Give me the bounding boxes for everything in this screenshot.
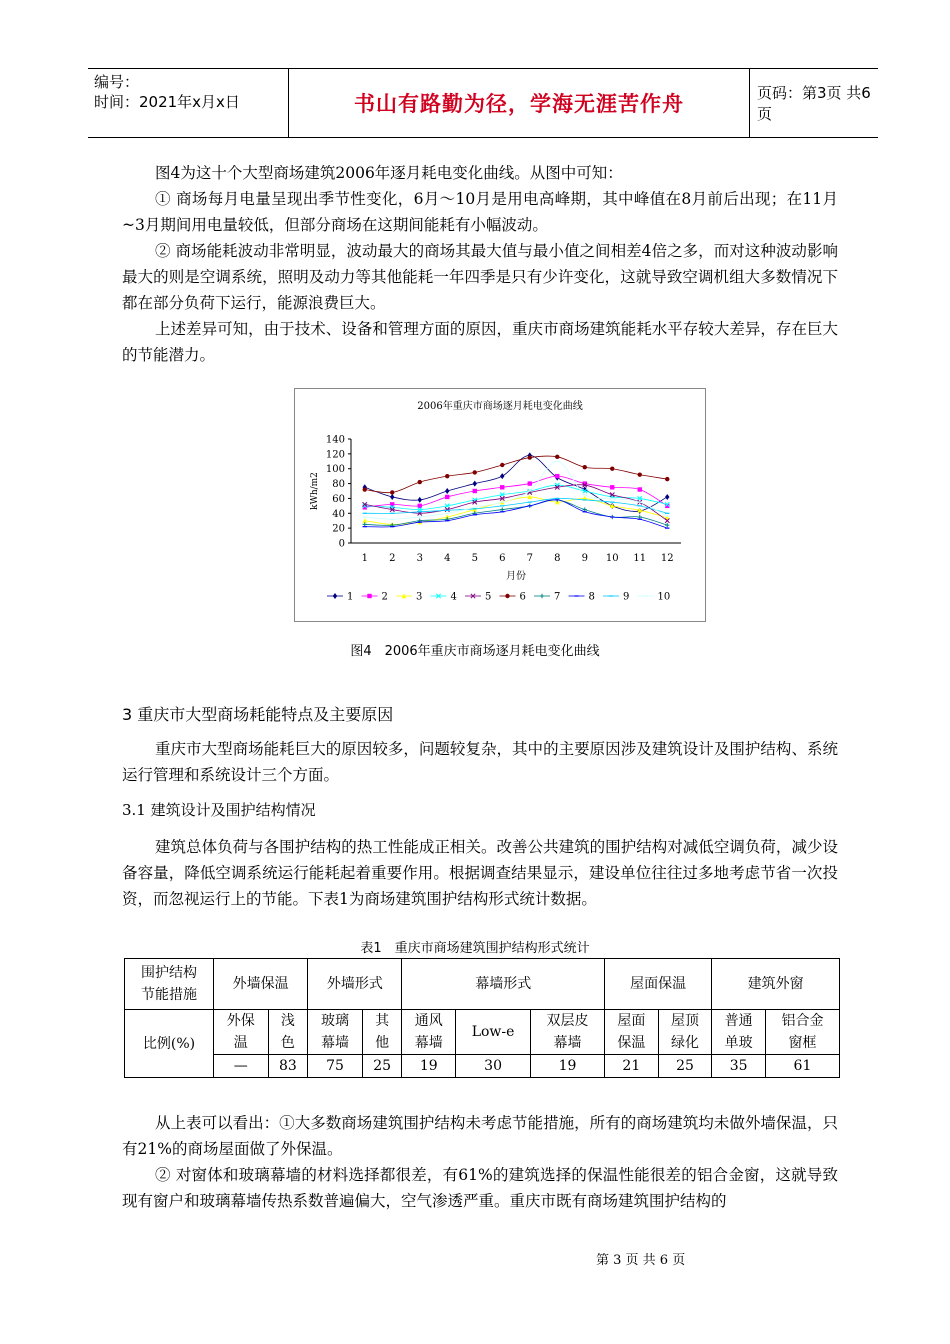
legend-label: 3 [416, 591, 423, 603]
table-corner-cell [125, 959, 214, 1010]
table-row [125, 959, 840, 1010]
data-point [390, 494, 394, 500]
series-line-3 [365, 497, 668, 525]
corner-line: 节能措施 [141, 987, 197, 1003]
intro-text [122, 160, 838, 368]
sub-header: Low-e [456, 1010, 531, 1055]
group-header: 建筑外窗 [712, 959, 840, 1010]
paragraph: 图4为这十个大型商场建筑2006年逐月耗电变化曲线。从图中可知： [155, 164, 623, 182]
footer-page-number: 第 3 页 共 6 页 [596, 1253, 686, 1268]
paragraph: ① 商场每月电量呈现出季节性变化，6月～10月是用电高峰期，其中峰值在8月前后出现；在11月~3月期间用电量较低，但部分商场在这期间能耗有小幅波动。 [122, 190, 838, 234]
table-cell: 75 [308, 1055, 363, 1078]
page-info: 页码：第3页 共6页 [757, 84, 871, 123]
data-point [638, 472, 642, 476]
sub-header: 屋面 保温 [605, 1010, 659, 1055]
line-chart [295, 389, 705, 621]
page-header [88, 68, 878, 138]
legend-label: 1 [347, 591, 354, 603]
figure-caption: 图4 2006年重庆市商场逐月耗电变化曲线 [350, 644, 600, 659]
x-tick-label: 1 [361, 553, 368, 564]
y-tick-label: 140 [325, 434, 345, 446]
x-tick-label: 8 [554, 553, 561, 564]
table-cell: 21 [605, 1055, 659, 1078]
x-tick-label: 4 [444, 553, 451, 564]
legend-label: 4 [450, 591, 457, 603]
table-cell: 35 [712, 1055, 766, 1078]
x-tick-label: 9 [581, 553, 588, 564]
paragraph: 从上表可以看出：①大多数商场建筑围护结构未考虑节能措施，所有的商场建筑均未做外墙保温，只有21%的商场屋面做了外保温。 [122, 1114, 838, 1158]
y-tick-label: 60 [332, 493, 345, 505]
table-row [125, 1010, 840, 1055]
data-point [528, 481, 532, 485]
data-point [555, 455, 559, 459]
sub-header: 其 他 [362, 1010, 402, 1055]
table-cell: 25 [362, 1055, 402, 1078]
paragraph: ② 对窗体和玻璃幕墙的材料选择都很差，有61%的建筑选择的保温性能很差的铝合金窗，这就导致现有窗户和玻璃幕墙传热系数普遍偏大，空气渗透严重。重庆市既有商场建筑围护结构的 [122, 1166, 838, 1210]
legend-marker [333, 593, 337, 599]
x-tick-label: 12 [660, 553, 674, 564]
data-point [445, 474, 449, 478]
table-cell: 61 [765, 1055, 839, 1078]
section-3-1-title: 3.1 建筑设计及围护结构情况 [122, 801, 316, 819]
corner-line: 围护结构 [141, 965, 197, 981]
data-point [500, 473, 504, 479]
chart-frame [294, 388, 706, 622]
data-point [555, 474, 559, 478]
group-header: 幕墙形式 [402, 959, 605, 1010]
paragraph: 重庆市大型商场能耗巨大的原因较多，问题较复杂，其中的主要原因涉及建筑设计及围护结构、系统运行管理和系统设计三个方面。 [122, 740, 838, 784]
y-tick-label: 40 [332, 508, 345, 520]
doc-number-label: 编号： [94, 73, 140, 91]
section-3-1-text [122, 834, 838, 912]
data-point [445, 495, 449, 499]
sub-header: 浅 色 [268, 1010, 308, 1055]
paragraph: ② 商场能耗波动非常明显，波动最大的商场其最大值与最小值之间相差4倍之多，而对这种波动影响最大的则是空调系统，照明及动力等其他能耗一年四季是只有少许变化，这就导致空调机组大多数情况下都在部分负荷下运行，能源浪费巨大。 [122, 242, 838, 312]
section-3-title: 3 重庆市大型商场耗能特点及主要原因 [122, 705, 394, 724]
sub-header: 玻璃 幕墙 [308, 1010, 363, 1055]
table-row [125, 1055, 840, 1078]
sub-header: 双层皮 幕墙 [531, 1010, 605, 1055]
data-point [445, 488, 449, 494]
series-line-2 [365, 476, 668, 507]
x-tick-label: 2 [389, 553, 396, 564]
y-tick-label: 0 [338, 538, 345, 550]
data-point [638, 515, 642, 519]
x-tick-label: 10 [605, 553, 619, 564]
sub-header: 屋顶 绿化 [658, 1010, 712, 1055]
group-header: 外墙保温 [214, 959, 308, 1010]
x-tick-label: 5 [471, 553, 478, 564]
legend-label: 6 [519, 591, 526, 603]
legend-label: 10 [657, 591, 671, 603]
y-axis-label: kWh/m2 [310, 472, 320, 510]
paragraph: 建筑总体负荷与各围护结构的热工性能成正相关。改善公共建筑的围护结构对减低空调负荷，减少设备容量，降低空调系统运行能耗起着重要作用。根据调查结果显示，建设单位往往过多地考虑节省一次投资，而忽视运行上的节能。下表1为商场建筑围护结构形式统计数据。 [122, 838, 838, 908]
x-tick-label: 11 [633, 553, 647, 564]
data-point [363, 518, 367, 523]
group-header: 屋面保温 [605, 959, 712, 1010]
y-tick-label: 20 [332, 523, 345, 535]
legend-label: 7 [554, 591, 561, 603]
row-label: 比例(%) [125, 1010, 214, 1078]
after-table-text [122, 1110, 838, 1214]
data-point [500, 463, 504, 467]
legend-label: 2 [381, 591, 388, 603]
paragraph: 上述差异可知，由于技术、设备和管理方面的原因，重庆市商场建筑能耗水平存较大差异，存在巨大的节能潜力。 [122, 320, 838, 364]
data-point [583, 465, 587, 469]
legend-label: 8 [588, 591, 595, 603]
x-axis-label: 月份 [506, 571, 526, 582]
series-line-5 [365, 485, 668, 521]
x-tick-label: 7 [526, 553, 533, 564]
data-point [665, 477, 669, 481]
header-left [88, 69, 288, 137]
data-point [500, 485, 504, 489]
data-point [473, 470, 477, 474]
section-3-text [122, 736, 838, 788]
doc-time-label: 时间：2021年x月x日 [94, 93, 240, 111]
y-tick-label: 120 [325, 449, 345, 461]
sub-header: 铝合金 窗框 [765, 1010, 839, 1055]
table-cell: 19 [402, 1055, 456, 1078]
data-point [638, 487, 642, 491]
data-point [390, 490, 394, 494]
sub-header: 普通 单玻 [712, 1010, 766, 1055]
header-motto: 书山有路勤为径，学海无涯苦作舟 [354, 91, 684, 116]
data-point [610, 467, 614, 471]
x-tick-label: 6 [499, 553, 506, 564]
table-cell: 19 [531, 1055, 605, 1078]
group-header: 外墙形式 [308, 959, 402, 1010]
data-point [500, 507, 504, 511]
legend-marker [505, 594, 509, 598]
data-point [665, 523, 669, 527]
data-point [418, 480, 422, 484]
series-line-10 [365, 461, 668, 519]
y-tick-label: 80 [332, 479, 345, 491]
table-caption: 表1 重庆市商场建筑围护结构形式统计 [360, 941, 590, 956]
legend-marker [367, 594, 371, 598]
data-point [473, 481, 477, 487]
table-cell: — [214, 1055, 269, 1078]
table-cell: 83 [268, 1055, 308, 1078]
y-tick-label: 100 [325, 464, 345, 476]
data-point [610, 485, 614, 489]
legend-marker [540, 594, 544, 598]
header-motto-cell [288, 69, 750, 137]
table-cell: 25 [658, 1055, 712, 1078]
x-tick-label: 3 [416, 553, 423, 564]
data-point [363, 487, 367, 491]
sub-header: 外保 温 [214, 1010, 269, 1055]
legend-label: 9 [623, 591, 630, 603]
table-cell: 30 [456, 1055, 531, 1078]
data-point [418, 497, 422, 503]
legend-label: 5 [485, 591, 492, 603]
data-point [665, 494, 669, 500]
sub-header: 通风 幕墙 [402, 1010, 456, 1055]
chart-title: 2006年重庆市商场逐月耗电变化曲线 [417, 401, 583, 412]
envelope-table [124, 958, 840, 1078]
header-right [749, 69, 878, 137]
data-point [528, 455, 532, 459]
data-point [473, 489, 477, 493]
